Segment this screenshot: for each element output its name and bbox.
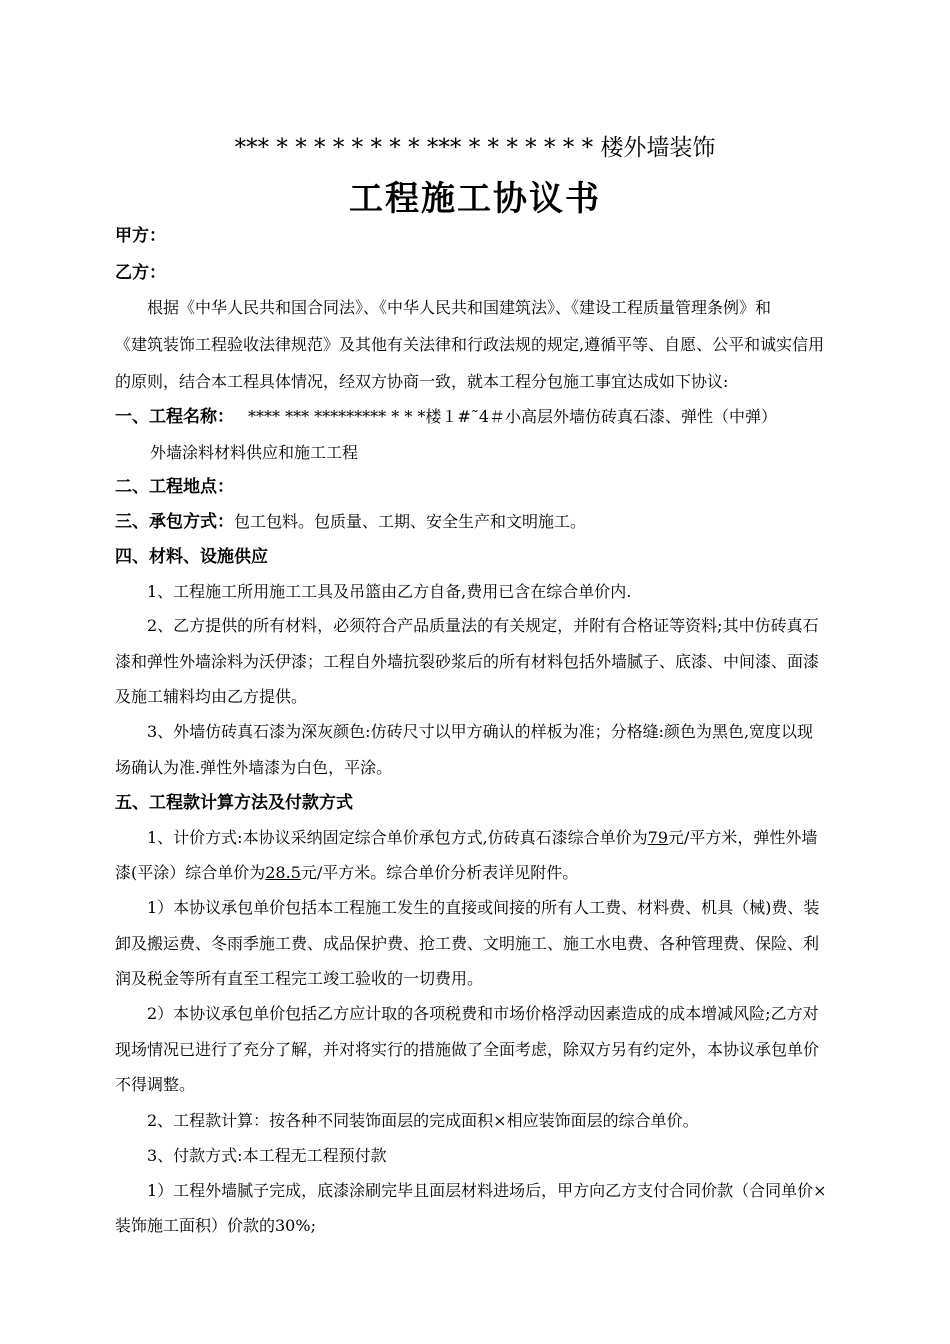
pricing-text: 1、计价方式:本协议采纳固定综合单价承包方式,仿砖真石漆综合单价为: [147, 828, 648, 847]
page-title: 工程施工协议书: [349, 179, 601, 219]
section-5-pricing-line: [147, 828, 817, 848]
section-5-line: 2）本协议承包单价包括乙方应计取的各项税费和市场价格浮动因素造成的成本增减风险;乙方对: [147, 1004, 819, 1023]
preamble-line: 《建筑装饰工程验收法律规范》及其他有关法律和行政法规的规定,遵循平等、自愿、公平和诚实信用: [115, 335, 825, 354]
section-3: [115, 512, 586, 532]
section-4-heading: 四、材料、设施供应: [115, 547, 268, 567]
section-4-line: 3、外墙仿砖真石漆为深灰颜色:仿砖尺寸以甲方确认的样板为准；分格缝:颜色为黑色,宽度以现: [147, 722, 814, 741]
title-project-line: *** * * * * * * * * *** * * * * * * * 楼外墙装饰: [234, 135, 716, 161]
section-5-line: 不得调整。: [115, 1075, 196, 1094]
pricing-text: 元/平方米，弹性外墙: [668, 828, 818, 847]
price-stone-paint: 79: [647, 828, 669, 847]
section-5-line: 1）本协议承包单价包括本工程施工发生的直接或间接的所有人工费、材料费、机具（械)费、装: [147, 898, 820, 917]
pricing-text: 元/平方米。综合单价分析表详见附件。: [300, 863, 579, 882]
section-4-line: 场确认为准.弹性外墙漆为白色，平涂。: [115, 758, 393, 777]
section-2-heading: 二、工程地点：: [115, 477, 234, 497]
section-5-line: 现场情况已进行了充分了解，并对将实行的措施做了全面考虑，除双方另有约定外，本协议承包单价: [115, 1040, 820, 1059]
price-elastic-paint: 28.5: [265, 863, 301, 882]
section-1-heading: 一、工程名称：: [115, 407, 234, 427]
section-3-heading: 三、承包方式：: [115, 512, 234, 532]
section-5-line: 卸及搬运费、冬雨季施工费、成品保护费、抢工费、文明施工、施工水电费、各种管理费、保险、利: [115, 934, 820, 953]
section-4-line: 及施工辅料均由乙方提供。: [115, 687, 308, 706]
preamble-line: 的原则，结合本工程具体情况，经双方协商一致，就本工程分包施工事宜达成如下协议:: [115, 372, 729, 391]
section-5-line: 装饰施工面积）价款的30%;: [115, 1216, 316, 1235]
section-5-line: 润及税金等所有直至工程完工竣工验收的一切费用。: [115, 969, 484, 988]
section-1: [115, 407, 777, 427]
section-4-line: 2、乙方提供的所有材料，必须符合产品质量法的有关规定，并附有合格证等资料;其中仿砖真石: [147, 616, 819, 635]
party-b-label: 乙方：: [115, 263, 166, 283]
contract-mode: 包工包料。包质量、工期、安全生产和文明施工。: [234, 512, 587, 531]
section-5-heading: 五、工程款计算方法及付款方式: [115, 793, 353, 813]
project-name: **** *** ********* * * *楼１#˜4＃小高层外墙仿砖真石漆、弹性（中弹）: [248, 407, 778, 426]
section-4-line: 漆和弹性外墙涂料为沃伊漆；工程自外墙抗裂砂浆后的所有材料包括外墙腻子、底漆、中间漆、面漆: [115, 652, 820, 671]
party-a-label: 甲方：: [115, 226, 166, 246]
section-5-line: 2、工程款计算：按各种不同装饰面层的完成面积×相应装饰面层的综合单价。: [147, 1111, 699, 1130]
preamble-line: 根据《中华人民共和国合同法》、《中华人民共和国建筑法》、《建设工程质量管理条例》和: [147, 298, 772, 317]
project-name-cont: 外墙涂料材料供应和施工工程: [150, 443, 359, 462]
section-4-line: 1、工程施工所用施工工具及吊篮由乙方自备,费用已含在综合单价内.: [147, 582, 632, 601]
pricing-text: 漆(平涂）综合单价为: [115, 863, 266, 882]
section-5-line: 1）工程外墙腻子完成，底漆涂刷完毕且面层材料进场后，甲方向乙方支付合同价款（合同单价×: [147, 1181, 827, 1200]
section-5-line: 3、付款方式:本工程无工程预付款: [147, 1146, 387, 1165]
section-5-pricing-line: [115, 863, 578, 883]
